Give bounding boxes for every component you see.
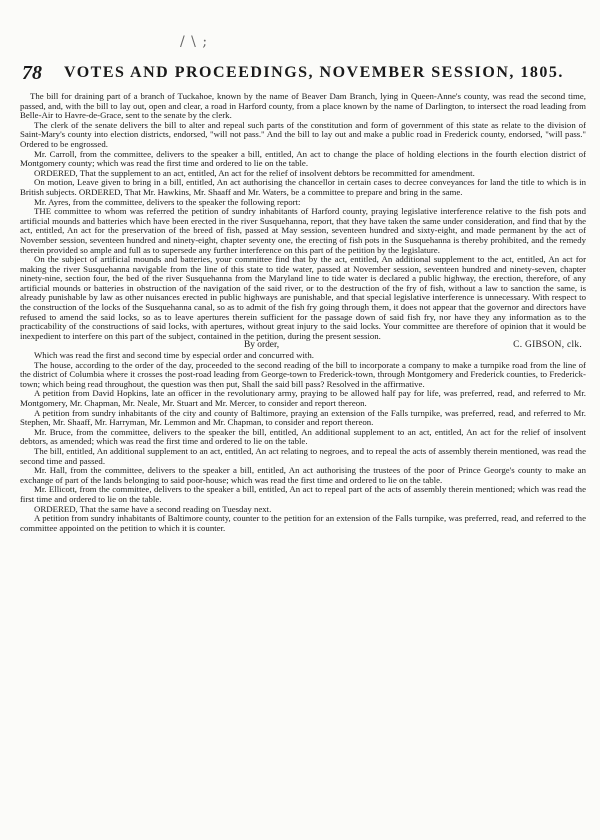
paragraph: Mr. Ayres, from the committee, delivers to the speaker the following report: <box>34 196 301 207</box>
paragraph: Mr. Hall, from the committee, delivers to the speaker a bill, entitled, An act authorising the trustees of the poor of Prince George's county to make an exchange of part of the lands belonging to said poor-house; which was read the first time and ordered to lie on the table. <box>20 465 586 485</box>
paragraph: THE committee to whom was referred the petition of sundry inhabitants of Harford county, praying legislative interference relative to the fish pots and artificial mounds and batteries which have been erected in the river Susquehanna, report, that they have taken the same under consideration, and find that by the act, entitled, An act for the preservation of the breed of fish, passed at May session, seventeen hundred and sixty-eight, and made permanent by the act of November session, seventeen hundred and ninety-eight, chapter seventy one, the erecting of fish pots in the Susquehanna is thereby prohibited, and the remedy therein provided so ample and full as to supersede any further interference on this part of the petition by the legislature. <box>20 206 586 255</box>
paragraph: The bill for draining part of a branch of Tuckahoe, known by the name of Beaver Dam Branch, lying in Queen-Anne's county, was read the second time, passed, and, with the bill to lay out, open and clear, a road in Harford county, from a place known by the name of Darlington, to intersect the road leading from Belle-Air to Havre-de-Grace, sent to the senate by the clerk. <box>20 92 586 121</box>
paragraph: A petition from David Hopkins, late an officer in the revolutionary army, praying to be allowed half pay for life, was preferred, read, and referred to Mr. Montgomery, Mr. Chapman, Mr. Neale, Mr. Stuart and Mr. Mercer, to consider and report thereon. <box>20 388 586 408</box>
by-order-text: By order, <box>244 340 280 351</box>
paragraph: On motion, Leave given to bring in a bill, entitled, An act authorising the chancellor in certain cases to decree conveyances for land the title to which is in British subjects. ORDERED, That Mr. Hawkins, Mr. Shaaff and Mr. Waters, be a committee to prepare and bring in the same. <box>20 177 586 197</box>
document-body <box>20 92 586 832</box>
paragraph: A petition from sundry inhabitants of the city and county of Baltimore, praying an extension of the Falls turnpike, was preferred, read, and referred to Mr. Stephen, Mr. Shaaff, Mr. Harryman, Mr. Lemmon and Mr. Chapman, to consider and report thereon. <box>20 407 586 428</box>
paragraph: ORDERED, That the same have a second reading on Tuesday next. <box>34 503 272 514</box>
paragraph: A petition from sundry inhabitants of Baltimore county, counter to the petition for an extension of the Falls turnpike, was preferred, read, and referred to the committee appointed on the petition to which it is counter. <box>20 513 586 533</box>
paragraph: Mr. Ellicott, from the committee, delivers to the speaker a bill, entitled, An act to repeal part of the acts of assembly therein mentioned; which was read the first time and ordered to lie on the table. <box>20 484 586 504</box>
paragraph: The house, according to the order of the day, proceeded to the second reading of the bill to incorporate a company to make a turnpike road from the line of the district of Columbia where it crosses the post-road leading from George-town to Frederick-town, through Montgomery and Frederick counties, to Frederick-town; which being read throughout, the question was then put, Shall the said bill pass? Resolved in the affirmative. <box>20 359 586 389</box>
paragraph: ORDERED, That the supplement to an act, entitled, An act for the relief of insolvent debtors be recommitted for amendment. <box>34 167 475 178</box>
paragraph: Which was read the first and second time by especial order and concurred with. <box>34 350 314 361</box>
paragraph: Mr. Bruce, from the committee, delivers to the speaker the bill, entitled, An additional supplement to an act, entitled, An act for the relief of insolvent debtors, as amended; which was read the first time and ordered to lie on the table. <box>20 426 586 447</box>
running-title: VOTES AND PROCEEDINGS, NOVEMBER SESSION, 1805. <box>64 64 564 81</box>
paragraph: Mr. Carroll, from the committee, delivers to the speaker a bill, entitled, An act to change the place of holding elections in the fourth election district of Montgomery county; which was read the first time and ordered to lie on the table. <box>20 148 586 169</box>
paragraph: The clerk of the senate delivers the bill to alter and repeal such parts of the constitution and form of government of this state as relate to the division of Saint-Mary's county into election districts, endorsed, "will not pass." And the bill to lay out and make a public road in Frederick county, endorsed, "will pass." Ordered to be engrossed. <box>20 119 586 149</box>
paragraph: On the subject of artificial mounds and batteries, your committee find that by the act, entitled, An additional supplement to the act, entitled, An act for making the river Susquehanna navigable from the line of this state to tide water, passed at November session, seventeen hundred and ninety-seven, chapter ninety-nine, section four, the bed of the river Susquehanna from the Maryland line to tide water is declared a public highway, the erection, therefore, of any artificial mounds or batteries in obstruction of the navigation of the said river, or to the destruction of the fry of fish, without a law to sanction the same, is already punishable by law as other nuisances erected in public highways are punishable, and that special legislative interference is unnecessary. With respect to the construction of the locks of the Susquehanna canal, so as to admit of the fish fry going through them, it does not appear that the governor and directors have refused to amend the said locks, so as to leave apertures therein sufficient for the passage down of said fish fry, nor have they any information as to the practicability of the constructions of said locks, with apertures, without great injury to the said locks. Your committee are therefore of opinion that it would be inexpedient to interfere on this part of the subject, contained in the petition, during the present session. <box>20 254 586 341</box>
page-number: 78 <box>22 62 42 84</box>
handwritten-corner-mark: / \ ; <box>180 34 209 50</box>
paragraph: The bill, entitled, An additional supplement to an act, entitled, An act relating to negroes, and to repeal the acts of assembly therein mentioned, was read the second time and passed. <box>20 445 586 466</box>
clerk-signature: C. GIBSON, clk. <box>513 340 582 351</box>
page-header <box>22 60 582 88</box>
